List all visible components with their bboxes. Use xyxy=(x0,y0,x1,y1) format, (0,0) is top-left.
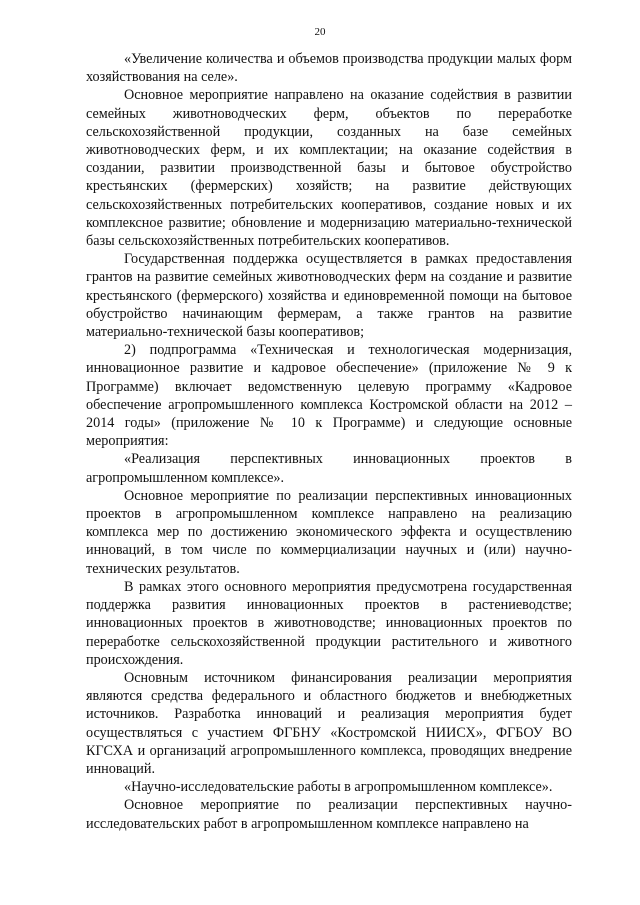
body-text xyxy=(86,50,572,833)
paragraph-innovative-projects-measure: Основное мероприятие по реализации перспективных инновационных проектов в агропромышленном комплексе направлено на реализацию комплекса мер по достижению экономического эффекта и осуществлению инноваций, в том числе по коммерциализации научных и (или) научно-технических результатов. xyxy=(86,487,572,577)
paragraph-research-measure: Основное мероприятие по реализации перспективных научно-исследовательских работ в агропромышленном комплексе направлено на xyxy=(86,797,572,832)
paragraph-goal-small-farms: «Увеличение количества и объемов производства продукции малых форм хозяйствования на селе». xyxy=(86,51,572,86)
paragraph-state-support-innovation: В рамках этого основного мероприятия предусмотрена государственная поддержка развития инновационных проектов в растениеводстве; инновационных проектов в животноводстве; инновационных проектов по переработке сельскохозяйственной продукции растительного и животного происхождения. xyxy=(86,578,572,668)
paragraph-research-title: «Научно-исследовательские работы в агропромышленном комплексе». xyxy=(124,779,553,796)
page-number: 20 xyxy=(314,26,326,38)
paragraph-financing-sources: Основным источником финансирования реализации мероприятия являются средства федерального и областного бюджетов и внебюджетных источников. Разработка инноваций и реализация мероприятия будет осуществляться с участием ФГБНУ «Костромской НИИСХ», ФГБОУ ВО КГСХА и организаций агропромышленного комплекса, проводящих внедрение инноваций. xyxy=(86,669,572,777)
paragraph-state-support-grants: Государственная поддержка осуществляется в рамках предоставления грантов на развитие семейных животноводческих ферм на создание и развитие крестьянского (фермерского) хозяйства и единовременной помощи на бытовое обустройство начинающим фермерам, а также грантов на развитие материально-технической базы кооперативов; xyxy=(86,251,572,341)
paragraph-subprogram-2: 2) подпрограмма «Техническая и технологическая модернизация, инновационное развитие и кадровое обеспечение» (приложение № 9 к Программе) включает ведомственную целевую программу «Кадровое обеспечение агропромышленного комплекса Костромской области на 2012 – 2014 годы» (приложение № 10 к Программе) и следующие основные мероприятия: xyxy=(86,342,572,450)
paragraph-innovative-projects-title: «Реализация перспективных инновационных проектов в агропромышленном комплексе». xyxy=(86,451,572,486)
paragraph-family-farms-support: Основное мероприятие направлено на оказание содействия в развитии семейных животноводческих ферм, объектов по переработке сельскохозяйственной продукции, созданных на базе семейных животноводческих ферм, и их комплектации; на оказание содействия в создании, развитии производственной базы и бытовое обустройство крестьянских (фермерских) хозяйств; на развитие действующих сельскохозяйственных потребительских кооперативов, создание новых и их комплексное развитие; обновление и модернизацию материально-технической базы сельскохозяйственных потребительских кооперативов. xyxy=(86,87,572,250)
